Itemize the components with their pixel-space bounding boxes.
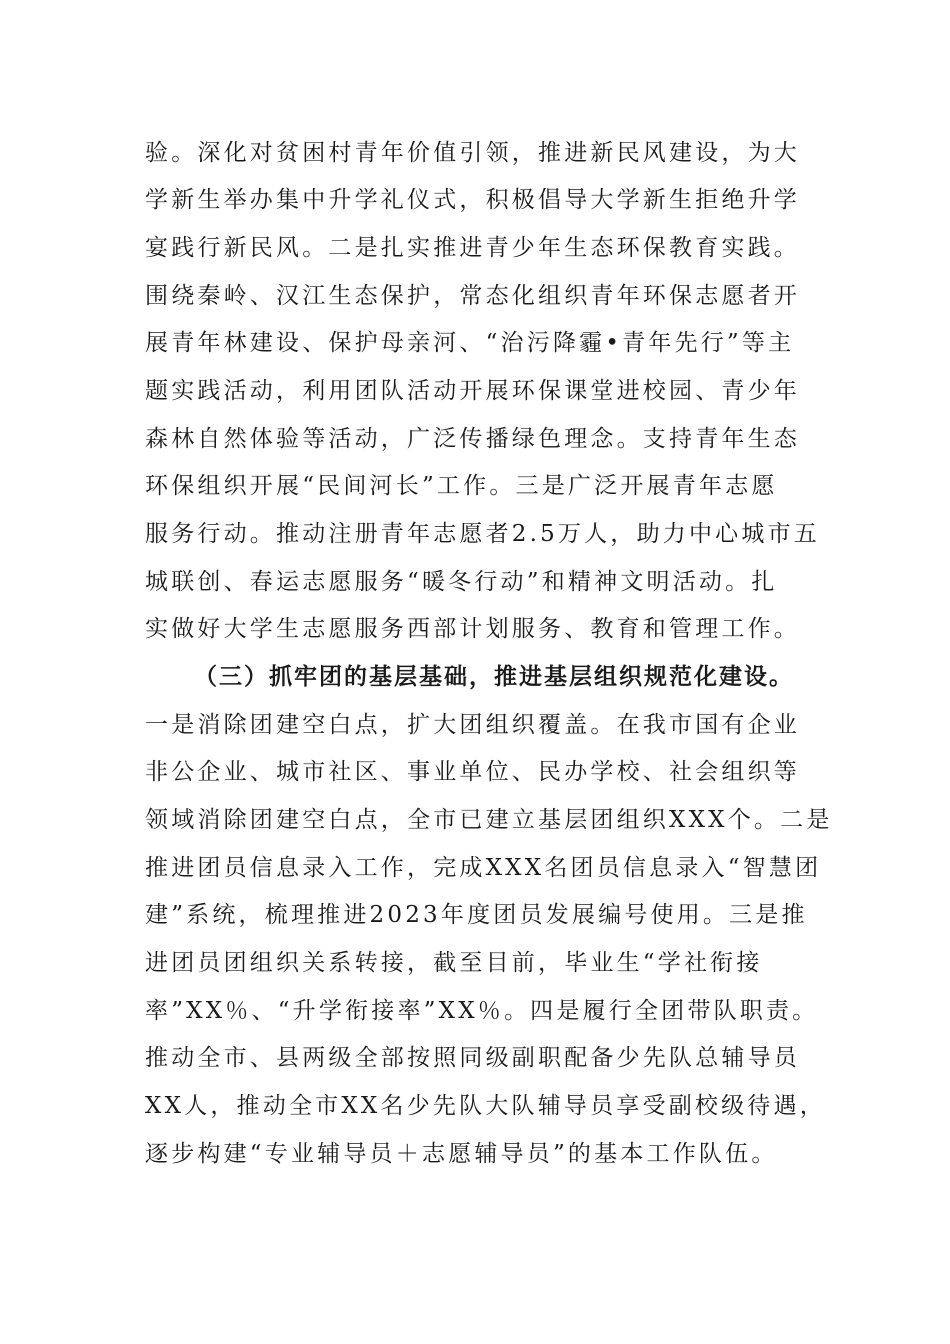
section-heading: （三）抓牢团的基层基础，推进基层组织规范化建设。	[194, 663, 794, 690]
text-line: 森林自然体验等活动，广泛传播绿色理念。支持青年生态	[145, 426, 800, 452]
text-line: 围绕秦岭、汉江生态保护，常态化组织青年环保志愿者开	[145, 283, 800, 309]
text-line: 实做好大学生志愿服务西部计划服务、教育和管理工作。	[145, 616, 800, 642]
text-line: 非公企业、城市社区、事业单位、民办学校、社会组织等	[145, 759, 800, 785]
text-line: 进团员团组织关系转接，截至目前，毕业生“学社衔接	[145, 950, 763, 976]
text-line: 率”XX％、“升学衔接率”XX％。四是履行全团带队职责。	[145, 998, 819, 1024]
text-line: 领域消除团建空白点，全市已建立基层团组织XXX个。二是	[145, 807, 833, 833]
text-line: 验。深化对贫困村青年价值引领，推进新民风建设，为大	[145, 140, 800, 166]
text-line: 推动全市、县两级全部按照同级副职配备少先队总辅导员	[145, 1045, 800, 1071]
text-line: 题实践活动，利用团队活动开展环保课堂进校园、青少年	[145, 378, 800, 404]
text-line: XX人，推动全市XX名少先队大队辅导员享受副校级待遇，	[145, 1093, 826, 1119]
text-line: 一是消除团建空白点，扩大团组织覆盖。在我市国有企业	[145, 712, 800, 738]
text-line: 推进团员信息录入工作，完成XXX名团员信息录入“智慧团	[145, 855, 822, 881]
text-line: 学新生举办集中升学礼仪式，积极倡导大学新生拒绝升学	[145, 187, 800, 213]
text-line: 城联创、春运志愿服务“暖冬行动”和精神文明活动。扎	[145, 569, 778, 595]
text-line: 逐步构建“专业辅导员＋志愿辅导员”的基本工作队伍。	[145, 1141, 778, 1167]
text-line: 展青年林建设、保护母亲河、“治污降霾•青年先行”等主	[145, 330, 795, 356]
text-line: 环保组织开展“民间河长”工作。三是广泛开展青年志愿	[145, 473, 778, 499]
text-line: 建”系统，梳理推进2023年度团员发展编号使用。三是推	[145, 902, 808, 928]
text-line: 宴践行新民风。二是扎实推进青少年生态环保教育实践。	[145, 235, 800, 261]
text-line: 服务行动。推动注册青年志愿者2.5万人，助力中心城市五	[145, 521, 820, 547]
